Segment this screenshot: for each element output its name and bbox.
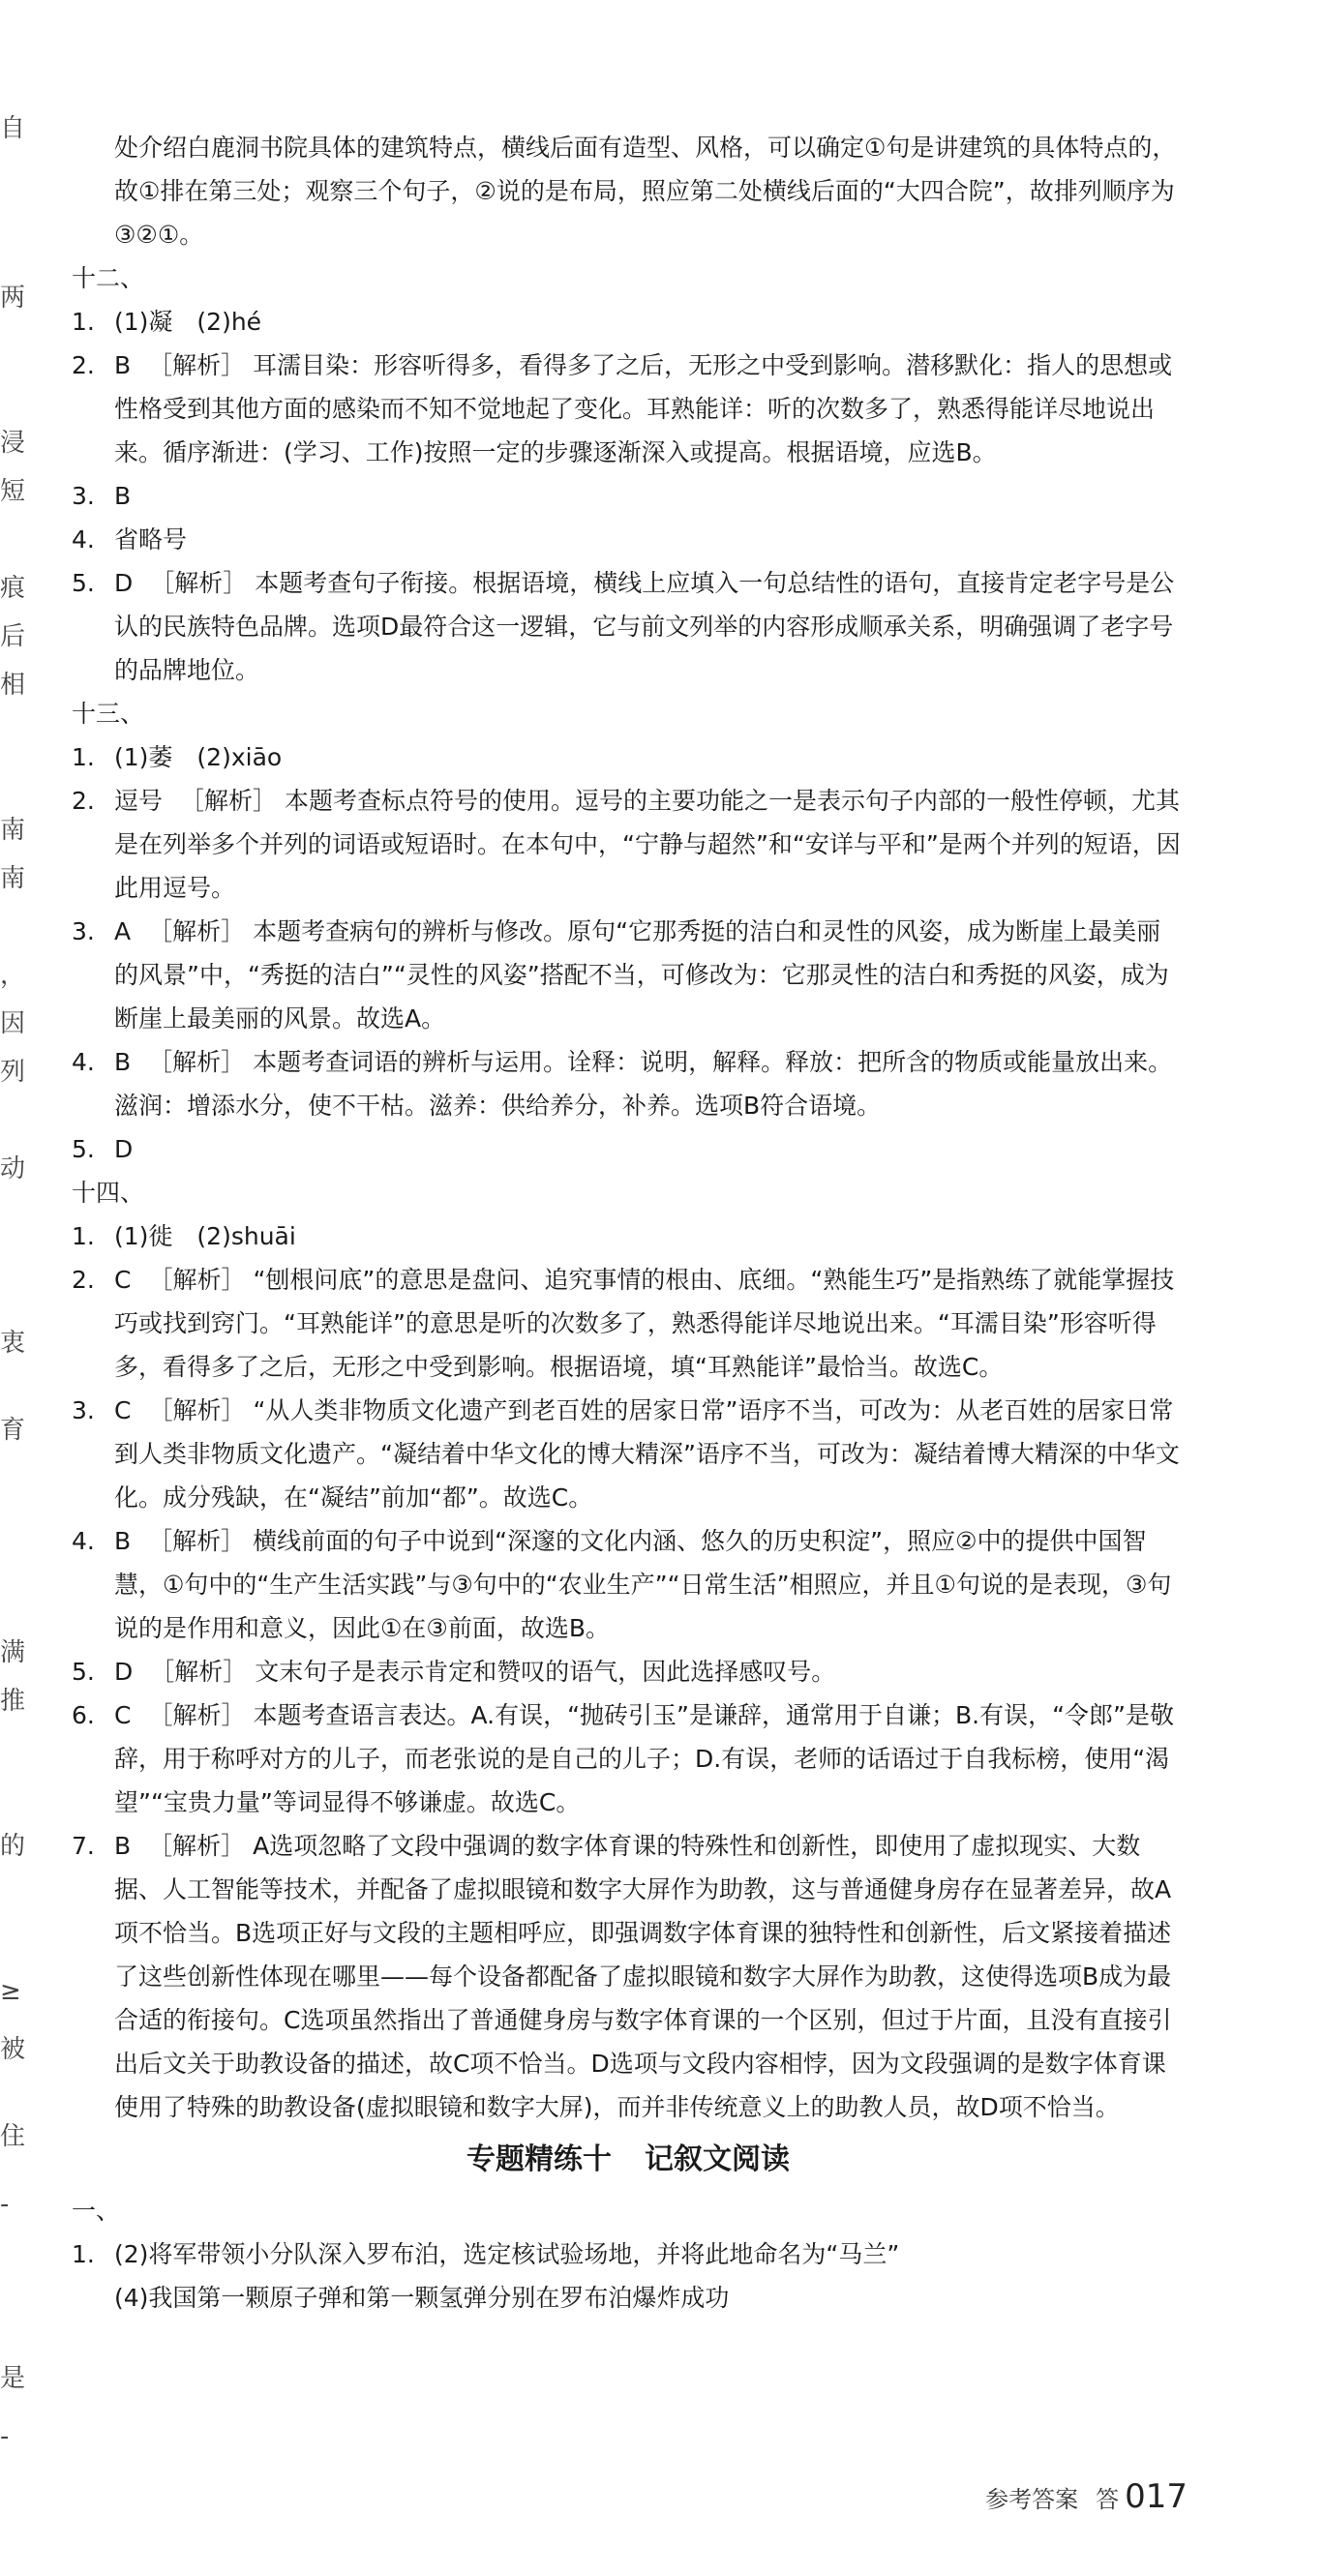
item-answer: B: [114, 1832, 132, 1860]
item-answer: C: [114, 1396, 132, 1424]
edge-char: 满: [0, 1638, 26, 1667]
item-text: 文末句子是表示肯定和赞叹的语气，因此选择感叹号。: [255, 1658, 836, 1686]
item-text: 本题考查语言表达。A.有误，“抛砖引玉”是谦辞，通常用于自谦；B.有误，“令郎”是敬辞，用于称呼对方的儿子，而老张说的是自己的儿子；D.有误，老师的话语过于自我标榜，使用“渴望”“宝贵力量”等词显得不够谦虚。故选C。: [114, 1701, 1175, 1816]
intro-paragraph: 处介绍白鹿洞书院具体的建筑特点，横线后面有造型、风格，可以确定①句是讲建筑的具体特点的，故①排在第三处；观察三个句子，②说的是布局，照应第二处横线后面的“大四合院”，故排列顺序为③②①。: [114, 134, 1177, 249]
list-item: [72, 1519, 1185, 1650]
topic-heading-left: 专题精练十: [466, 2142, 612, 2176]
analysis-tag: ［解析］: [148, 351, 246, 379]
edge-char: -: [0, 2190, 10, 2219]
item-body: [114, 1519, 1185, 1650]
list-item: [72, 1824, 1185, 2129]
analysis-tag: ［解析］: [148, 917, 246, 945]
item-number: 4.: [72, 1527, 95, 1555]
item-answer: D: [114, 1658, 134, 1686]
analysis-tag: ［解析］: [148, 1266, 246, 1294]
item-answer: B: [114, 1527, 132, 1555]
section-13-items: [72, 735, 1185, 1171]
item-text: A选项忽略了文段中强调的数字体育课的特殊性和创新性，即使用了虚拟现实、大数据、人工智能等技术，并配备了虚拟眼镜和数字大屏作为助教，这与普通健身房存在显著差异，故A项不恰当。B选项正好与文段的主题相呼应，即强调数字体育课的独特性和创新性，后文紧接着描述了这些创新性体现在哪里——每个设备都配备了虚拟眼镜和数字大屏作为助教，这使得选项B成为最合适的衔接句。C选项虽然指出了普通健身房与数字体育课的一个区别，但过于片面，且没有直接引出后文关于助教设备的描述，故C项不恰当。D选项与文段内容相悖，因为文段强调的是数字体育课使用了特殊的助教设备(虚拟眼镜和数字大屏)，而并非传统意义上的助教人员，故D项不恰当。: [114, 1832, 1172, 2121]
item-number: 7.: [72, 1832, 95, 1860]
item-body: [114, 300, 1185, 344]
list-item: [72, 2232, 1185, 2320]
section-13-title: 十三、: [72, 700, 145, 728]
list-item: [72, 910, 1185, 1040]
edge-char: 后: [0, 622, 26, 651]
item-number: 5.: [72, 1135, 95, 1163]
edge-char: 育: [0, 1416, 26, 1445]
topic-heading-right: 记叙文阅读: [645, 2142, 790, 2176]
list-item: [72, 735, 1185, 779]
item-number: 4.: [72, 1048, 95, 1076]
item-body: [114, 474, 1185, 518]
edge-char: 南: [0, 816, 26, 845]
item-body: [114, 779, 1185, 910]
edge-char: 浸: [0, 429, 26, 458]
item-text: 本题考查病句的辨析与修改。原句“它那秀挺的洁白和灵性的风姿，成为断崖上最美丽的风景”中，“秀挺的洁白”“灵性的风姿”搭配不当，可修改为：它那灵性的洁白和秀挺的风姿，成为断崖上最美丽的风景。故选A。: [114, 917, 1169, 1033]
list-item: [72, 1040, 1185, 1127]
item-answer: D: [114, 569, 134, 597]
item-number: 2.: [72, 1266, 95, 1294]
list-item: [72, 1214, 1185, 1258]
item-body: [114, 1040, 1185, 1127]
item-body: [114, 1389, 1185, 1519]
item-text: 本题考查词语的辨析与运用。诠释：说明，解释。释放：把所含的物质或能量放出来。滋润：增添水分，使不干枯。滋养：供给养分，补养。选项B符合语境。: [114, 1048, 1173, 1120]
analysis-tag: ［解析］: [148, 1701, 246, 1729]
edge-char: 被: [0, 2035, 26, 2064]
item-text: D: [114, 1135, 134, 1163]
edge-char: ≥: [0, 1977, 21, 2006]
list-item: [72, 518, 1185, 561]
edge-char: 自: [0, 114, 26, 143]
item-number: 5.: [72, 1658, 95, 1686]
edge-char: 住: [0, 2122, 26, 2151]
list-item: [72, 1127, 1185, 1171]
edge-char: 痕: [0, 574, 26, 603]
section-12-title: 十二、: [72, 264, 145, 292]
item-text: B: [114, 482, 132, 510]
edge-char: 相: [0, 671, 26, 700]
page-number: 017: [1125, 2477, 1188, 2516]
item-answer: C: [114, 1266, 132, 1294]
footer-answer-mark: 答: [1096, 2486, 1120, 2513]
item-body: [114, 344, 1185, 474]
analysis-tag: ［解析］: [148, 1527, 246, 1555]
edge-char: 短: [0, 477, 26, 506]
list-item: [72, 561, 1185, 692]
section-yi-title: 一、: [72, 2197, 121, 2225]
edge-char: 衷: [0, 1329, 26, 1358]
item-text: “刨根问底”的意思是盘问、追究事情的根由、底细。“熟能生巧”是指熟练了就能掌握技巧或找到窍门。“耳熟能详”的意思是听的次数多了，熟悉得能详尽地说出来。“耳濡目染”形容听得多，看得多了之后，无形之中受到影响。根据语境，填“耳熟能详”最恰当。故选C。: [114, 1266, 1175, 1381]
item-body: [114, 561, 1185, 692]
item-number: 3.: [72, 1396, 95, 1424]
item-number: 1.: [72, 743, 95, 771]
list-item: [72, 1693, 1185, 1824]
topic-heading: [72, 2133, 1185, 2187]
edge-char: 因: [0, 1009, 26, 1038]
list-item: [72, 779, 1185, 910]
item-body: [114, 1650, 1185, 1693]
item-number: 3.: [72, 917, 95, 945]
list-item: [72, 1389, 1185, 1519]
left-edge-cropped-text: [0, 114, 27, 2451]
item-body: [114, 735, 1185, 779]
item-line: (2)将军带领小分队深入罗布泊，选定核试验场地，并将此地命名为“马兰”: [114, 2240, 900, 2268]
section-14-title: 十四、: [72, 1179, 145, 1207]
analysis-tag: ［解析］: [150, 1658, 248, 1686]
item-number: 2.: [72, 787, 95, 815]
edge-char: 南: [0, 864, 26, 893]
item-answer: B: [114, 351, 132, 379]
list-item: [72, 344, 1185, 474]
item-text: 本题考查句子衔接。根据语境，横线上应填入一句总结性的语句，直接肯定老字号是公认的民族特色品牌。选项D最符合这一逻辑，它与前文列举的内容形成顺承关系，明确强调了老字号的品牌地位。: [114, 569, 1175, 684]
item-answer: C: [114, 1701, 132, 1729]
item-text: (1)凝 (2)hé: [114, 308, 262, 336]
item-answer: 逗号: [114, 787, 164, 815]
list-item: [72, 474, 1185, 518]
item-body: [114, 518, 1185, 561]
analysis-tag: ［解析］: [148, 1396, 246, 1424]
item-number: 1.: [72, 2240, 95, 2268]
answer-page: [72, 126, 1185, 2320]
section-14-items: [72, 1214, 1185, 2129]
item-text: (1)萎 (2)xiāo: [114, 743, 283, 771]
item-number: 1.: [72, 1222, 95, 1250]
item-body: [114, 1127, 1185, 1171]
list-item: [72, 1650, 1185, 1693]
edge-char: 列: [0, 1058, 26, 1087]
item-text: 横线前面的句子中说到“深邃的文化内涵、悠久的历史积淀”，照应②中的提供中国智慧，①句中的“生产生活实践”与③句中的“农业生产”“日常生活”相照应，并且①句说的是表现，③句说的是作用和意义，因此①在③前面，故选B。: [114, 1527, 1172, 1642]
edge-char: 的: [0, 1832, 26, 1861]
item-number: 5.: [72, 569, 95, 597]
list-item: [72, 300, 1185, 344]
item-number: 1.: [72, 308, 95, 336]
edge-char: ，: [0, 961, 26, 990]
item-number: 3.: [72, 482, 95, 510]
analysis-tag: ［解析］: [148, 1832, 246, 1860]
footer-label: 参考答案: [985, 2486, 1079, 2513]
item-text: “从人类非物质文化遗产到老百姓的居家日常”语序不当，可改为：从老百姓的居家日常到人类非物质文化遗产。“凝结着中华文化的博大精深”语序不当，可改为：凝结着博大精深的中华文化。成分残缺，在“凝结”前加“都”。故选C。: [114, 1396, 1180, 1512]
edge-char: -: [0, 2422, 10, 2451]
item-text: 本题考查标点符号的使用。逗号的主要功能之一是表示句子内部的一般性停顿，尤其是在列举多个并列的词语或短语时。在本句中，“宁静与超然”和“安详与平和”是两个并列的短语，因此用逗号。: [114, 787, 1181, 902]
item-number: 2.: [72, 351, 95, 379]
edge-char: 是: [0, 2364, 26, 2393]
item-text: (1)徙 (2)shuāi: [114, 1222, 296, 1250]
edge-char: 两: [0, 284, 26, 313]
item-answer: A: [114, 917, 132, 945]
page-footer: [985, 2477, 1188, 2516]
item-number: 4.: [72, 525, 95, 554]
edge-char: 动: [0, 1154, 26, 1183]
item-body: [114, 910, 1185, 1040]
analysis-tag: ［解析］: [180, 787, 278, 815]
item-answer: B: [114, 1048, 132, 1076]
item-text: 耳濡目染：形容听得多，看得多了之后，无形之中受到影响。潜移默化：指人的思想或性格受到其他方面的感染而不知不觉地起了变化。耳熟能详：听的次数多了，熟悉得能详尽地说出来。循序渐进：(学习、工作)按照一定的步骤逐渐深入或提高。根据语境，应选B。: [114, 351, 1173, 466]
item-body: [114, 1258, 1185, 1389]
item-line: (4)我国第一颗原子弹和第一颗氢弹分别在罗布泊爆炸成功: [114, 2284, 730, 2312]
edge-char: 推: [0, 1687, 26, 1716]
analysis-tag: ［解析］: [148, 1048, 246, 1076]
item-body: [114, 1824, 1185, 2129]
item-text: 省略号: [114, 525, 188, 554]
list-item: [72, 1258, 1185, 1389]
analysis-tag: ［解析］: [150, 569, 248, 597]
item-number: 6.: [72, 1701, 95, 1729]
item-body: [114, 1693, 1185, 1824]
section-12-items: [72, 300, 1185, 692]
item-body: [114, 1214, 1185, 1258]
